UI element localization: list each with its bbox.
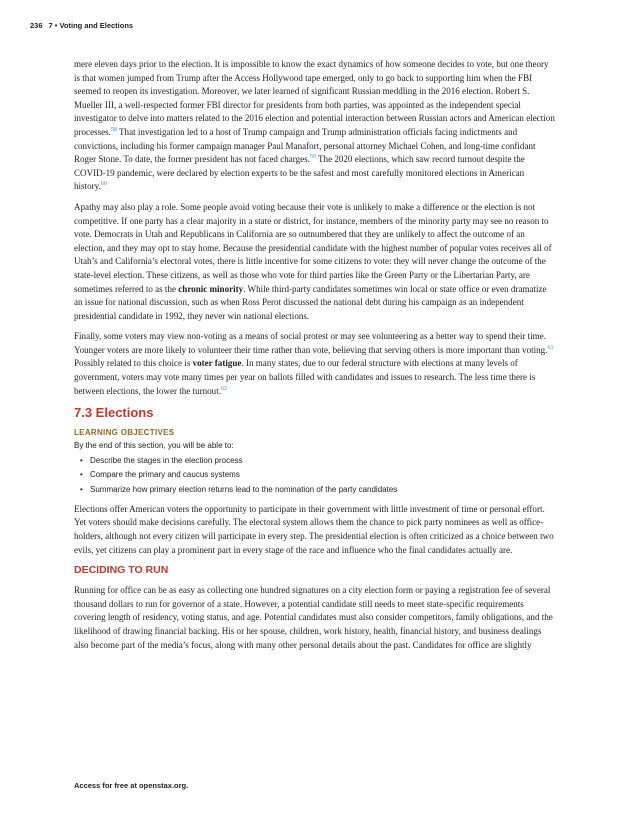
- objective-item: • Summarize how primary election returns lead to the nomination of the party candidates: [74, 483, 556, 497]
- main-content: [74, 58, 556, 659]
- paragraph-deciding-to-run: Running for office can be as easy as collecting one hundred signatures on a city election form or paying a registration fee of several thousand dollars to run for governor of a state. However, a potential candidate still needs to meet state-specific requirements covering length of residency, voting status, and age. Potential candidates must also consider competitors, family obligations, and the likelihood of drawing financial backing. His or her spouse, children, work history, health, financial history, and business dealings also become part of the media’s focus, along with many other personal details about the past. Candidates for office are slightly: [74, 585, 553, 650]
- paragraph-social-protest: [74, 330, 556, 398]
- key-term-voter-fatigue: voter fatigue: [192, 358, 242, 369]
- paragraph-russian-meddling: [74, 58, 556, 194]
- footnote-link[interactable]: 58: [110, 126, 117, 133]
- footnote-link[interactable]: 60: [100, 181, 107, 188]
- chapter-title: 7 • Voting and Elections: [48, 21, 134, 30]
- objective-item: • Describe the stages in the election process: [74, 454, 556, 468]
- paragraph-text: . While third-party candidates sometimes win local or state office or even dramatize an issue for national discussion, such as when Ross Perot discussed the national debt during his campaign as an independent presidential candidate in 1992, they never win national elections.: [74, 283, 547, 321]
- running-header: [30, 21, 133, 30]
- section-title: 7.3 Elections: [74, 405, 154, 421]
- footnote-link[interactable]: 61: [547, 344, 554, 351]
- paragraph-text: Apathy may also play a role. Some people avoid voting because their vote is unlikely to make a difference or the election is not competitive. If one party has a clear majority in a state or district, for instance, members of the minority party may see no reason to vote. Democrats in Utah and Republicans in California are so outnumbered that they are unlikely to affect the outcome of an election, and they may opt to stay home. Because the presidential candidate with the highest number of popular votes receives all of Utah’s and California’s electoral votes, there is little incentive for some citizens to vote: they will never change the outcome of the state-level election. These citizens, as well as those who vote for third parties like the Green Party or the Libertarian Party, are sometimes referred to as the: [74, 201, 552, 294]
- learning-objectives-intro: By the end of this section, you will be able to:: [74, 441, 234, 451]
- learning-objectives-list: [74, 454, 556, 497]
- footnote-link[interactable]: 62: [220, 385, 227, 392]
- paragraph-text: Possibly related to this choice is: [74, 358, 193, 369]
- subsection-heading: DECIDING TO RUN: [74, 564, 169, 577]
- paragraph-text: The 2020 elections, which saw record turnout despite the COVID-19 pandemic, were declared by election experts to be the safest and most carefully monitored elections in American history.: [74, 154, 525, 192]
- paragraph-text: That investigation led to a host of Trump campaign and Trump administration officials facing indictments and convictions, including his former campaign manager Paul Manafort, personal attorney Michael Cohen, and long-time confidant Roger Stone. To date, the former president has not faced charges.: [74, 126, 536, 165]
- paragraph-apathy: [74, 201, 556, 323]
- paragraph-elections-intro: Elections offer American voters the opportunity to participate in their government with little investment of time or personal effort. Yet voters should make decisions carefully. The electoral system allows them the chance to pick party nominees as well as office-holders, although not every citizen will participate in every step. The presidential election is often criticized as a choice between two evils, yet citizens can play a prominent part in every stage of the race and influence who the final candidates actually are.: [74, 503, 554, 555]
- paragraph-text: mere eleven days prior to the election. It is impossible to know the exact dynamics of how someone decides to vote, but one theory is that women jumped from Trump after the Access Hollywood tape emerged, only to go back to supporting him when the FBI seemed to reopen its investigation. Moreover, we later learned of significant Russian meddling in the 2016 election. Robert S. Mueller III, a well-respected former FBI director for presidents from both parties, was appointed as the independent special investigator to delve into matters related to the 2016 election and potential interaction between Russian actors and American election processes.: [74, 59, 555, 137]
- footnote-link[interactable]: 59: [309, 154, 316, 161]
- objective-item: • Compare the primary and caucus systems: [74, 468, 556, 482]
- paragraph-text: Finally, some voters may view non-voting as a means of social protest or may see volunteering as a better way to spend their time. Younger voters are more likely to volunteer their time rather than vote, believing that serving others is more important than voting.: [74, 331, 548, 355]
- page-number: 236: [30, 21, 43, 30]
- paragraph-text: . In many states, due to our federal structure with elections at many levels of government, voters may vote many times per year on ballots filled with candidates and issues to research. The less time there is between elections, the lower the turnout.: [74, 358, 536, 396]
- learning-objectives-heading: LEARNING OBJECTIVES: [74, 428, 175, 438]
- page-footer: Access for free at openstax.org.: [74, 781, 189, 790]
- key-term-chronic-minority: chronic minority: [178, 283, 244, 294]
